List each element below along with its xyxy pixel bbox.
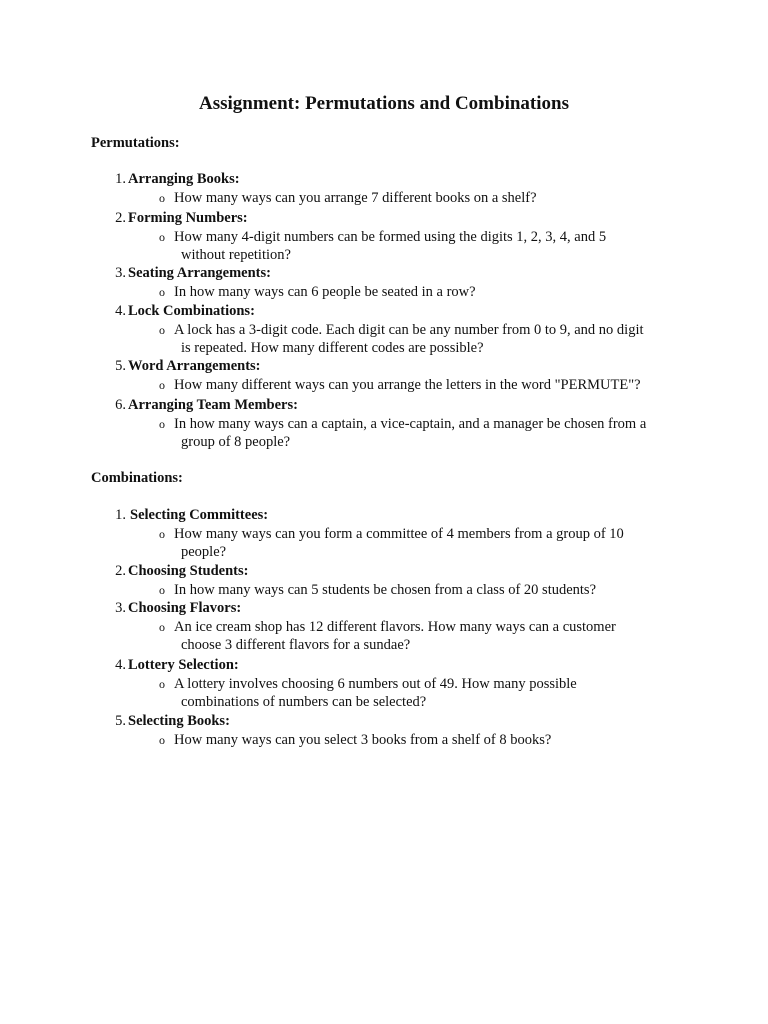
question-number: 6.: [115, 397, 126, 413]
question-text-continuation: without repetition?: [181, 247, 291, 263]
question-number: 2.: [115, 563, 126, 579]
section-heading: Combinations:: [91, 470, 183, 486]
hollow-circle-bullet-icon: o: [159, 229, 165, 244]
question-text: A lottery involves choosing 6 numbers out of 49. How many possible: [174, 675, 577, 692]
hollow-circle-bullet-icon: o: [159, 582, 165, 597]
question-number: 3.: [115, 600, 126, 616]
question-number: 2.: [115, 210, 126, 226]
question-text-continuation: group of 8 people?: [181, 434, 291, 450]
question-text: An ice cream shop has 12 different flavors. How many ways can a customer: [174, 618, 616, 635]
question-text-continuation: choose 3 different flavors for a sundae?: [181, 637, 411, 653]
question-number: 4.: [115, 303, 126, 319]
question-number: 3.: [115, 265, 126, 281]
question-number: 4.: [115, 657, 126, 673]
question-text: How many ways can you arrange 7 different books on a shelf?: [174, 189, 537, 206]
question-title: Word Arrangements:: [128, 358, 261, 374]
question-title: Lock Combinations:: [128, 303, 255, 319]
question-title: Selecting Books:: [128, 713, 230, 729]
question-text: How many 4-digit numbers can be formed using the digits 1, 2, 3, 4, and 5: [174, 228, 607, 245]
document-title: Assignment: Permutations and Combinations: [198, 93, 569, 114]
question-text-continuation: people?: [181, 544, 227, 560]
question-number: 5.: [115, 358, 126, 374]
question-title: Forming Numbers:: [128, 210, 248, 226]
hollow-circle-bullet-icon: o: [159, 416, 165, 431]
question-number: 1.: [115, 507, 126, 523]
question-text: In how many ways can 5 students be chosen from a class of 20 students?: [174, 581, 597, 598]
question-title: Selecting Committees:: [130, 507, 269, 523]
question-number: 1.: [115, 171, 126, 187]
question-text: How many ways can you select 3 books from a shelf of 8 books?: [174, 731, 552, 748]
question-title: Seating Arrangements:: [128, 265, 271, 281]
question-title: Arranging Team Members:: [128, 397, 298, 413]
hollow-circle-bullet-icon: o: [159, 676, 165, 691]
hollow-circle-bullet-icon: o: [159, 377, 165, 392]
question-text: How many ways can you form a committee of 4 members from a group of 10: [174, 525, 624, 542]
hollow-circle-bullet-icon: o: [159, 732, 165, 747]
question-title: Choosing Students:: [128, 563, 249, 579]
question-text-continuation: combinations of numbers can be selected?: [181, 694, 427, 710]
question-title: Lottery Selection:: [128, 657, 239, 673]
hollow-circle-bullet-icon: o: [159, 619, 165, 634]
question-text: A lock has a 3-digit code. Each digit can be any number from 0 to 9, and no digit: [174, 321, 644, 338]
question-title: Choosing Flavors:: [128, 600, 242, 616]
hollow-circle-bullet-icon: o: [159, 526, 165, 541]
hollow-circle-bullet-icon: o: [159, 284, 165, 299]
hollow-circle-bullet-icon: o: [159, 322, 165, 337]
question-number: 5.: [115, 713, 126, 729]
question-title: Arranging Books:: [128, 171, 240, 187]
question-text: In how many ways can a captain, a vice-captain, and a manager be chosen from a: [174, 415, 647, 432]
question-text: In how many ways can 6 people be seated in a row?: [174, 283, 476, 300]
hollow-circle-bullet-icon: o: [159, 190, 165, 205]
question-text: How many different ways can you arrange the letters in the word "PERMUTE"?: [174, 376, 641, 393]
question-text-continuation: is repeated. How many different codes are possible?: [181, 340, 484, 356]
section-heading: Permutations:: [91, 135, 180, 151]
